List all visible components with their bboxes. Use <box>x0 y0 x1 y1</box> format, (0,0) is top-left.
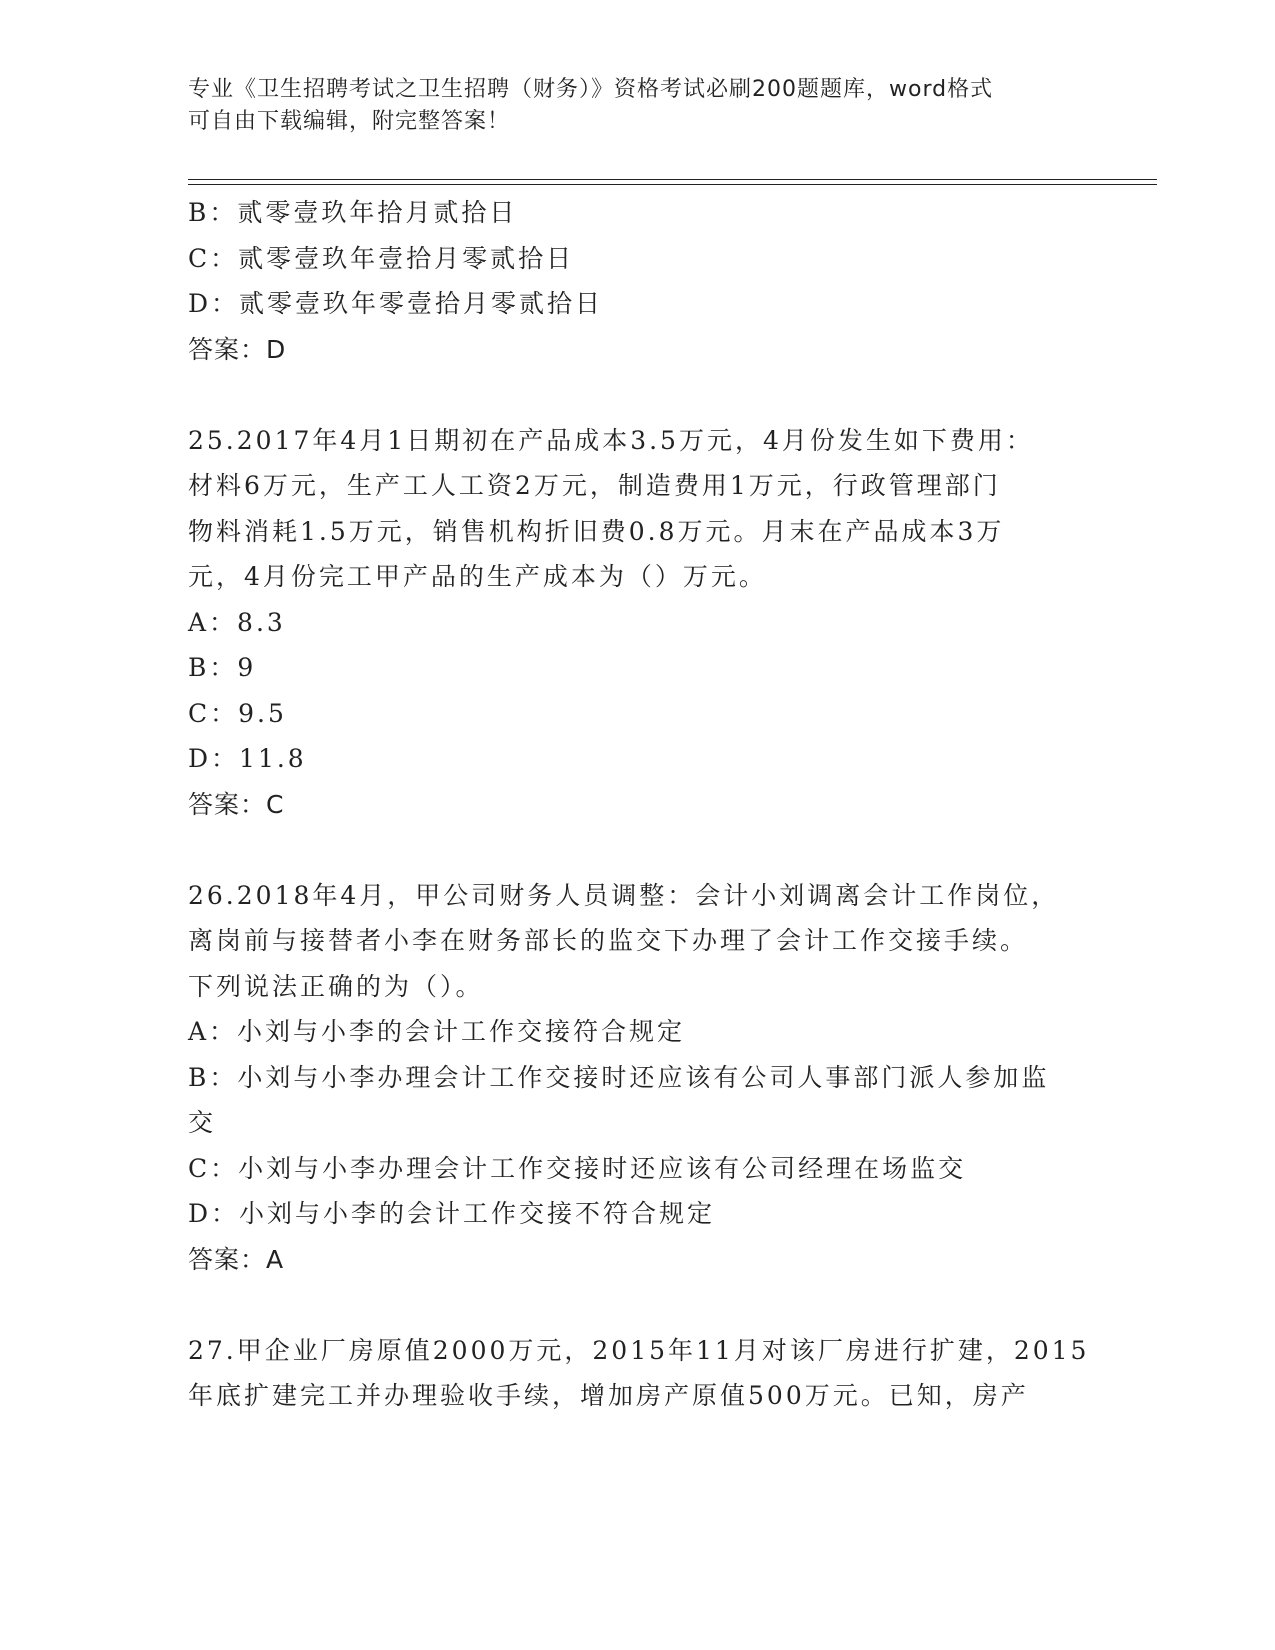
question-stem-line: 25.2017年4月1日期初在产品成本3.5万元，4月份发生如下费用： <box>188 425 1034 455</box>
question-stem-line: 年底扩建完工并办理验收手续，增加房产原值500万元。已知，房产 <box>188 1381 1029 1410</box>
answer-line: 答案：C <box>188 789 285 819</box>
question-stem-line: 元，4月份完工甲产品的生产成本为（）万元。 <box>188 562 767 591</box>
question-list <box>188 190 1088 1419</box>
answer-line: 答案：A <box>188 1244 285 1274</box>
question-stem-line: 27.甲企业厂房原值2000万元，2015年11月对该厂房进行扩建，2015 <box>188 1335 1090 1365</box>
document-header <box>188 74 1088 138</box>
question-stem-line: 26.2018年4月，甲公司财务人员调整：会计小刘调离会计工作岗位， <box>188 880 1060 910</box>
option-c: C：小刘与小李办理会计工作交接时还应该有公司经理在场监交 <box>188 1153 967 1183</box>
answer-line: 答案：D <box>188 334 287 364</box>
option-b: B：小刘与小李办理会计工作交接时还应该有公司人事部门派人参加监 <box>188 1062 1050 1092</box>
option-a: A：8.3 <box>188 607 286 637</box>
question-24-tail <box>188 190 1088 372</box>
option-b: B：贰零壹玖年拾月贰拾日 <box>188 198 518 227</box>
header-line-2: 可自由下载编辑，附完整答案！ <box>188 109 511 134</box>
spacer <box>188 1282 1088 1328</box>
spacer <box>188 827 1088 873</box>
question-26 <box>188 873 1088 1283</box>
question-stem-line: 材料6万元，生产工人工资2万元，制造费用1万元，行政管理部门 <box>188 471 1001 500</box>
option-b-continued: 交 <box>188 1108 217 1137</box>
header-rule-top <box>188 179 1157 180</box>
question-27 <box>188 1328 1088 1419</box>
question-stem-line: 离岗前与接替者小李在财务部长的监交下办理了会计工作交接手续。 <box>188 926 1029 955</box>
option-c: C：9.5 <box>188 698 287 728</box>
option-d: D：小刘与小李的会计工作交接不符合规定 <box>188 1199 716 1228</box>
option-b: B：9 <box>188 653 257 682</box>
header-rule-bottom <box>188 184 1157 185</box>
header-line-1: 专业《卫生招聘考试之卫生招聘（财务）》资格考试必刷200题题库，word格式 <box>188 77 994 102</box>
option-d: D：11.8 <box>188 744 307 773</box>
option-c: C：贰零壹玖年壹拾月零贰拾日 <box>188 243 575 273</box>
question-stem-line: 下列说法正确的为（）。 <box>188 971 484 1001</box>
question-stem-line: 物料消耗1.5万元，销售机构折旧费0.8万元。月末在产品成本3万 <box>188 516 1005 546</box>
question-25 <box>188 418 1088 828</box>
option-a: A：小刘与小李的会计工作交接符合规定 <box>188 1017 686 1046</box>
option-d: D：贰零壹玖年零壹拾月零贰拾日 <box>188 289 604 318</box>
spacer <box>188 372 1088 418</box>
